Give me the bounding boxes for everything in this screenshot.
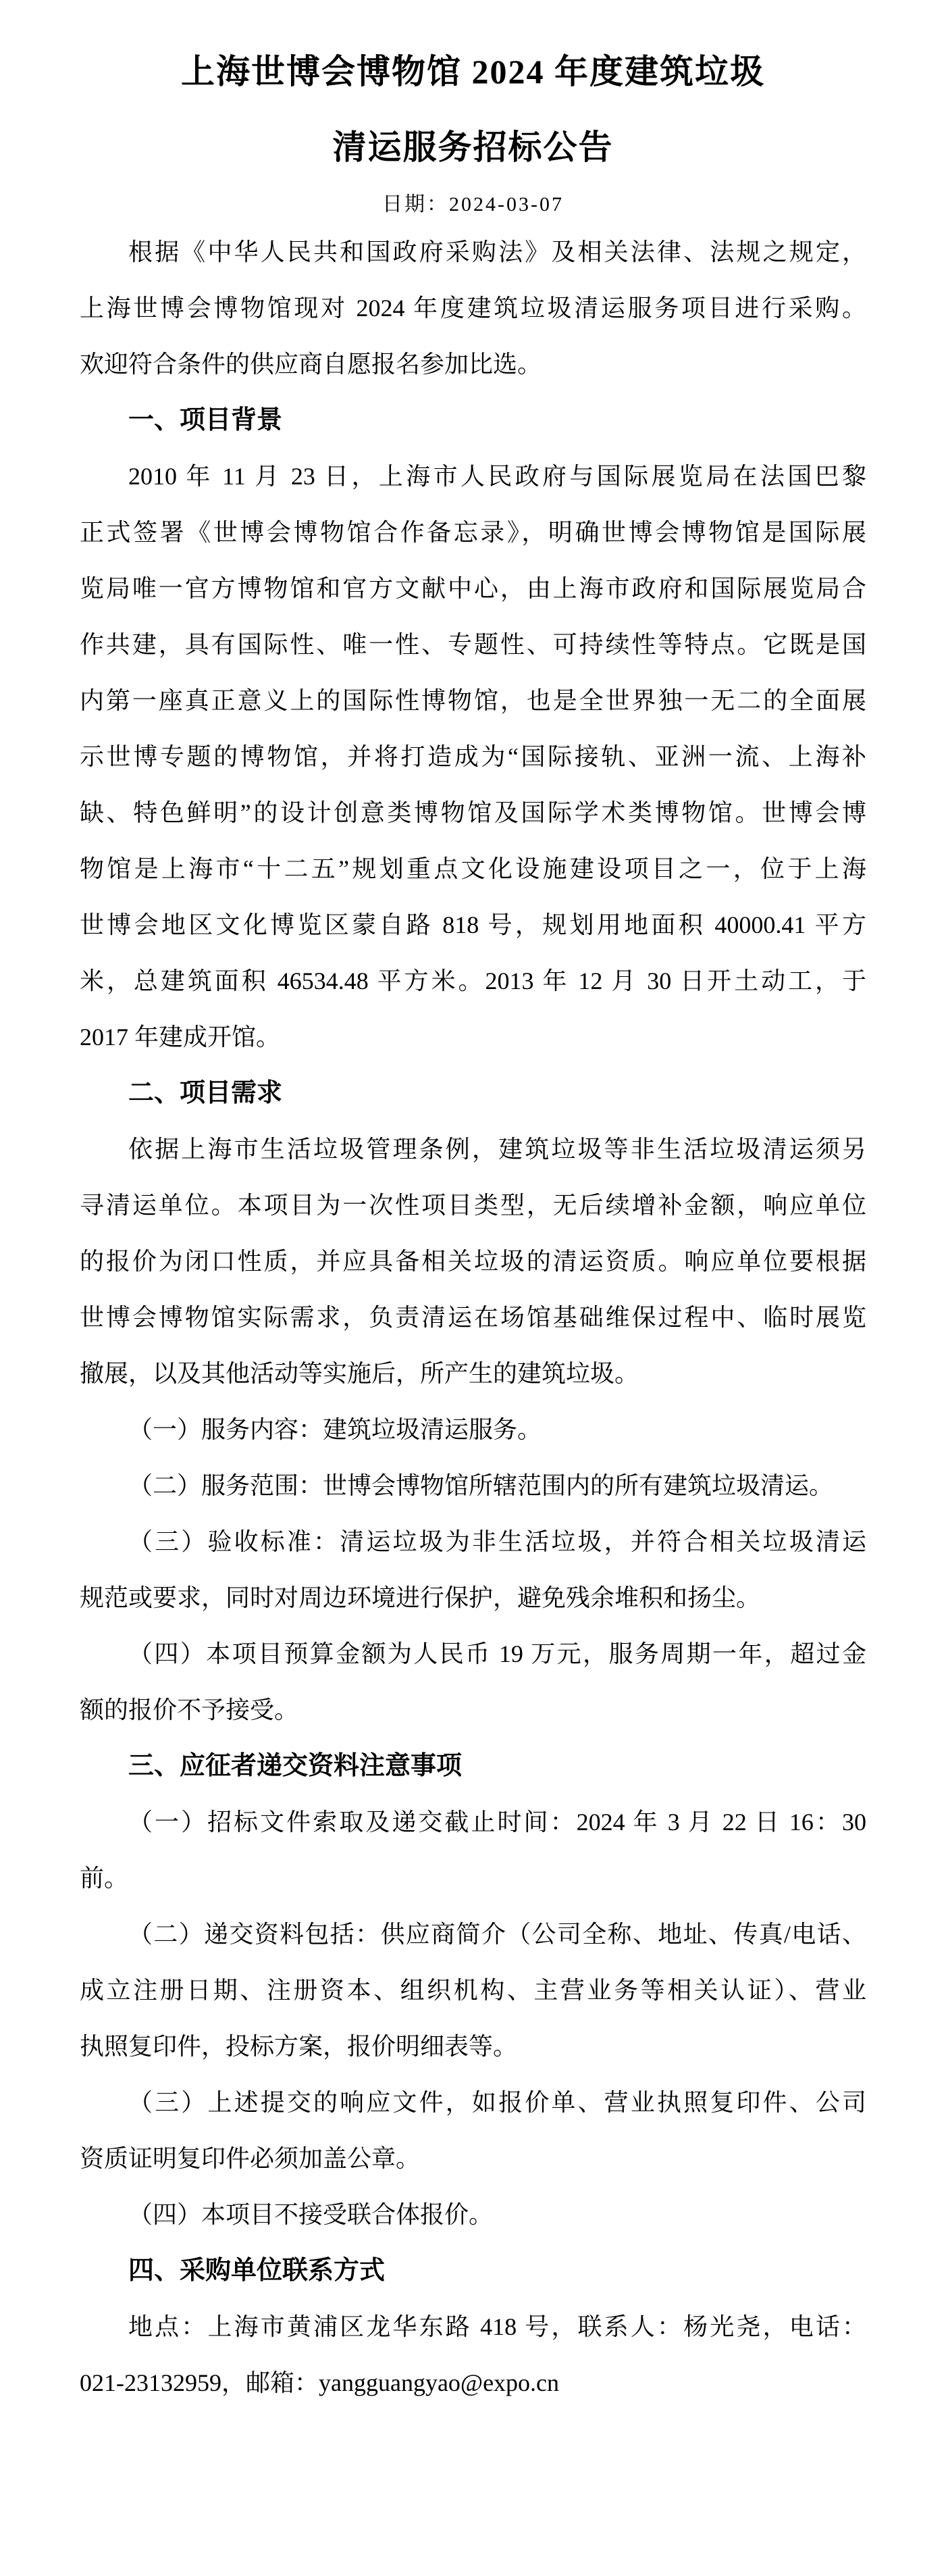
section-2-line-1: 依据上海市生活垃圾管理条例，建筑垃圾等非生活垃圾清运须另 [128,1136,866,1163]
title-line-1: 上海世博会博物馆 2024 年度建筑垃圾 [181,53,765,91]
section-2-line-3: 的报价为闭口性质，并应具备相关垃圾的清运资质。响应单位要根据 [80,1248,866,1275]
stamp-requirement-line-2: 资质证明复印件必须加盖公章。 [80,2145,421,2172]
deadline-line-1: （一）招标文件索取及递交截止时间：2024 年 3 月 22 日 16：30 [128,1809,866,1836]
service-content-line: （一）服务内容：建筑垃圾清运服务。 [128,1416,542,1443]
document-date: 日期：2024-03-07 [382,193,564,216]
stamp-requirement-line-1: （三）上述提交的响应文件，如报价单、营业执照复印件、公司 [128,2089,866,2116]
section-1-line-4: 作共建，具有国际性、唯一性、专题性、可持续性等特点。它既是国 [80,631,866,658]
no-consortium-line: （四）本项目不接受联合体报价。 [128,2201,494,2228]
section-1-line-9: 世博会地区文化博览区蒙自路 818 号，规划用地面积 40000.41 平方 [80,911,866,938]
section-1-heading: 一、项目背景 [128,406,283,434]
section-1-line-3: 览局唯一官方博物馆和官方文献中心，由上海市政府和国际展览局合 [80,575,866,602]
service-scope-line: （二）服务范围：世博会博物馆所辖范围内的所有建筑垃圾清运。 [128,1472,834,1499]
acceptance-criteria-line-1: （三）验收标准：清运垃圾为非生活垃圾，并符合相关垃圾清运 [128,1528,866,1555]
budget-line-2: 额的报价不予接受。 [80,1696,299,1723]
section-4-heading: 四、采购单位联系方式 [128,2256,386,2285]
materials-line-3: 执照复印件，投标方案，报价明细表等。 [80,2033,518,2060]
section-1-line-5: 内第一座真正意义上的国际性博物馆，也是全世界独一无二的全面展 [80,687,866,714]
section-1-line-2: 正式签署《世博会博物馆合作备忘录》，明确世博会博物馆是国际展 [80,519,866,546]
section-3-heading: 三、应征者递交资料注意事项 [128,1752,463,1780]
section-1-line-7: 缺、特色鲜明”的设计创意类博物馆及国际学术类博物馆。世博会博 [80,799,866,826]
section-1-line-10: 米，总建筑面积 46534.48 平方米。2013 年 12 月 30 日开土动工，于 [80,967,866,994]
title-line-2: 清运服务招标公告 [332,128,614,166]
section-2-line-4: 世博会博物馆实际需求，负责清运在场馆基础维保过程中、临时展览 [80,1304,866,1331]
budget-line-1: （四）本项目预算金额为人民币 19 万元，服务周期一年，超过金 [128,1640,866,1667]
contact-line-2: 021-23132959，邮箱：yangguangyao@expo.cn [80,2369,560,2396]
section-1-line-11: 2017 年建成开馆。 [80,1024,281,1051]
materials-line-2: 成立注册日期、注册资本、组织机构、主营业务等相关认证）、营业 [80,1977,866,2004]
document-body [80,224,866,2411]
document-title [0,34,946,185]
section-1-line-8: 物馆是上海市“十二五”规划重点文化设施建设项目之一，位于上海 [80,855,866,882]
section-2-heading: 二、项目需求 [128,1079,283,1107]
section-1-line-6: 示世博专题的博物馆，并将打造成为“国际接轨、亚洲一流、上海补 [80,743,866,770]
intro-line-1: 根据《中华人民共和国政府采购法》及相关法律、法规之规定， [128,238,866,266]
intro-line-2: 上海世博会博物馆现对 2024 年度建筑垃圾清运服务项目进行采购。 [80,295,866,322]
contact-line-1: 地点：上海市黄浦区龙华东路 418 号，联系人：杨光尧，电话： [128,2313,866,2340]
deadline-line-2: 前。 [80,1865,129,1892]
intro-line-3: 欢迎符合条件的供应商自愿报名参加比选。 [80,351,542,378]
acceptance-criteria-line-2: 规范或要求，同时对周边环境进行保护，避免残余堆积和扬尘。 [80,1584,761,1611]
section-1-line-1: 2010 年 11 月 23 日，上海市人民政府与国际展览局在法国巴黎 [128,463,866,490]
materials-line-1: （二）递交资料包括：供应商简介（公司全称、地址、传真/电话、 [128,1921,866,1948]
section-2-line-2: 寻清运单位。本项目为一次性项目类型，无后续增补金额，响应单位 [80,1192,866,1219]
section-2-line-5: 撤展，以及其他活动等实施后，所产生的建筑垃圾。 [80,1360,639,1387]
